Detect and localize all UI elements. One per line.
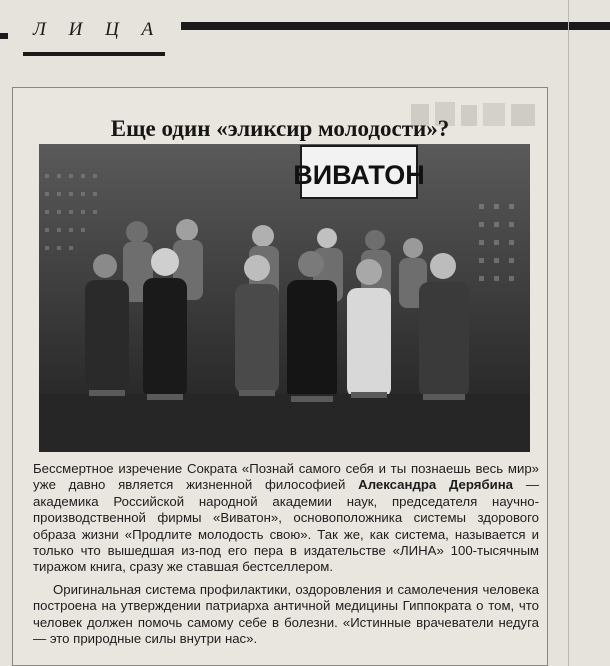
top-left-rule bbox=[0, 33, 8, 39]
paragraph-1 bbox=[33, 461, 539, 576]
group-photo bbox=[39, 144, 530, 452]
article-box bbox=[12, 87, 548, 666]
sign-text: ВИВАТОН bbox=[293, 160, 425, 190]
paragraph-2: Оригинальная система профилактики, оздоровления и самолечения человека построена на утверждении патриарха античной медицины Гиппократа о том, что человек должен помочь самому себе в болезни. «Истинные врачеватели недуга — это природные силы внутри нас». bbox=[33, 581, 539, 647]
paragraph-1-intro: Бессмертное изречение Сократа «Познай самого себя и ты познаешь весь мир» уже давно является жизненной философией bbox=[33, 461, 539, 493]
section-underline bbox=[23, 52, 165, 56]
headline: Еще один «эликсир молодости»? bbox=[110, 116, 450, 141]
article-body bbox=[33, 461, 539, 647]
photo-illustration bbox=[39, 144, 530, 452]
column-rule bbox=[568, 0, 569, 666]
paragraph-1-rest: — академика Российской народной академии наук, председателя научно-производственной фирмы «Виватон», основоположника системы здорового образа жизни «Продлите молодость свою». Так же, как система, называется и только что вышедшая из-под его пера в издательстве «ЛИНА» 100-тысячным тиражом книга, сразу же ставшая бестселлером. bbox=[33, 477, 540, 575]
top-right-rule bbox=[181, 22, 610, 30]
person-name: Александра Дерябина bbox=[358, 477, 514, 493]
section-label: Л И Ц А bbox=[33, 19, 163, 40]
